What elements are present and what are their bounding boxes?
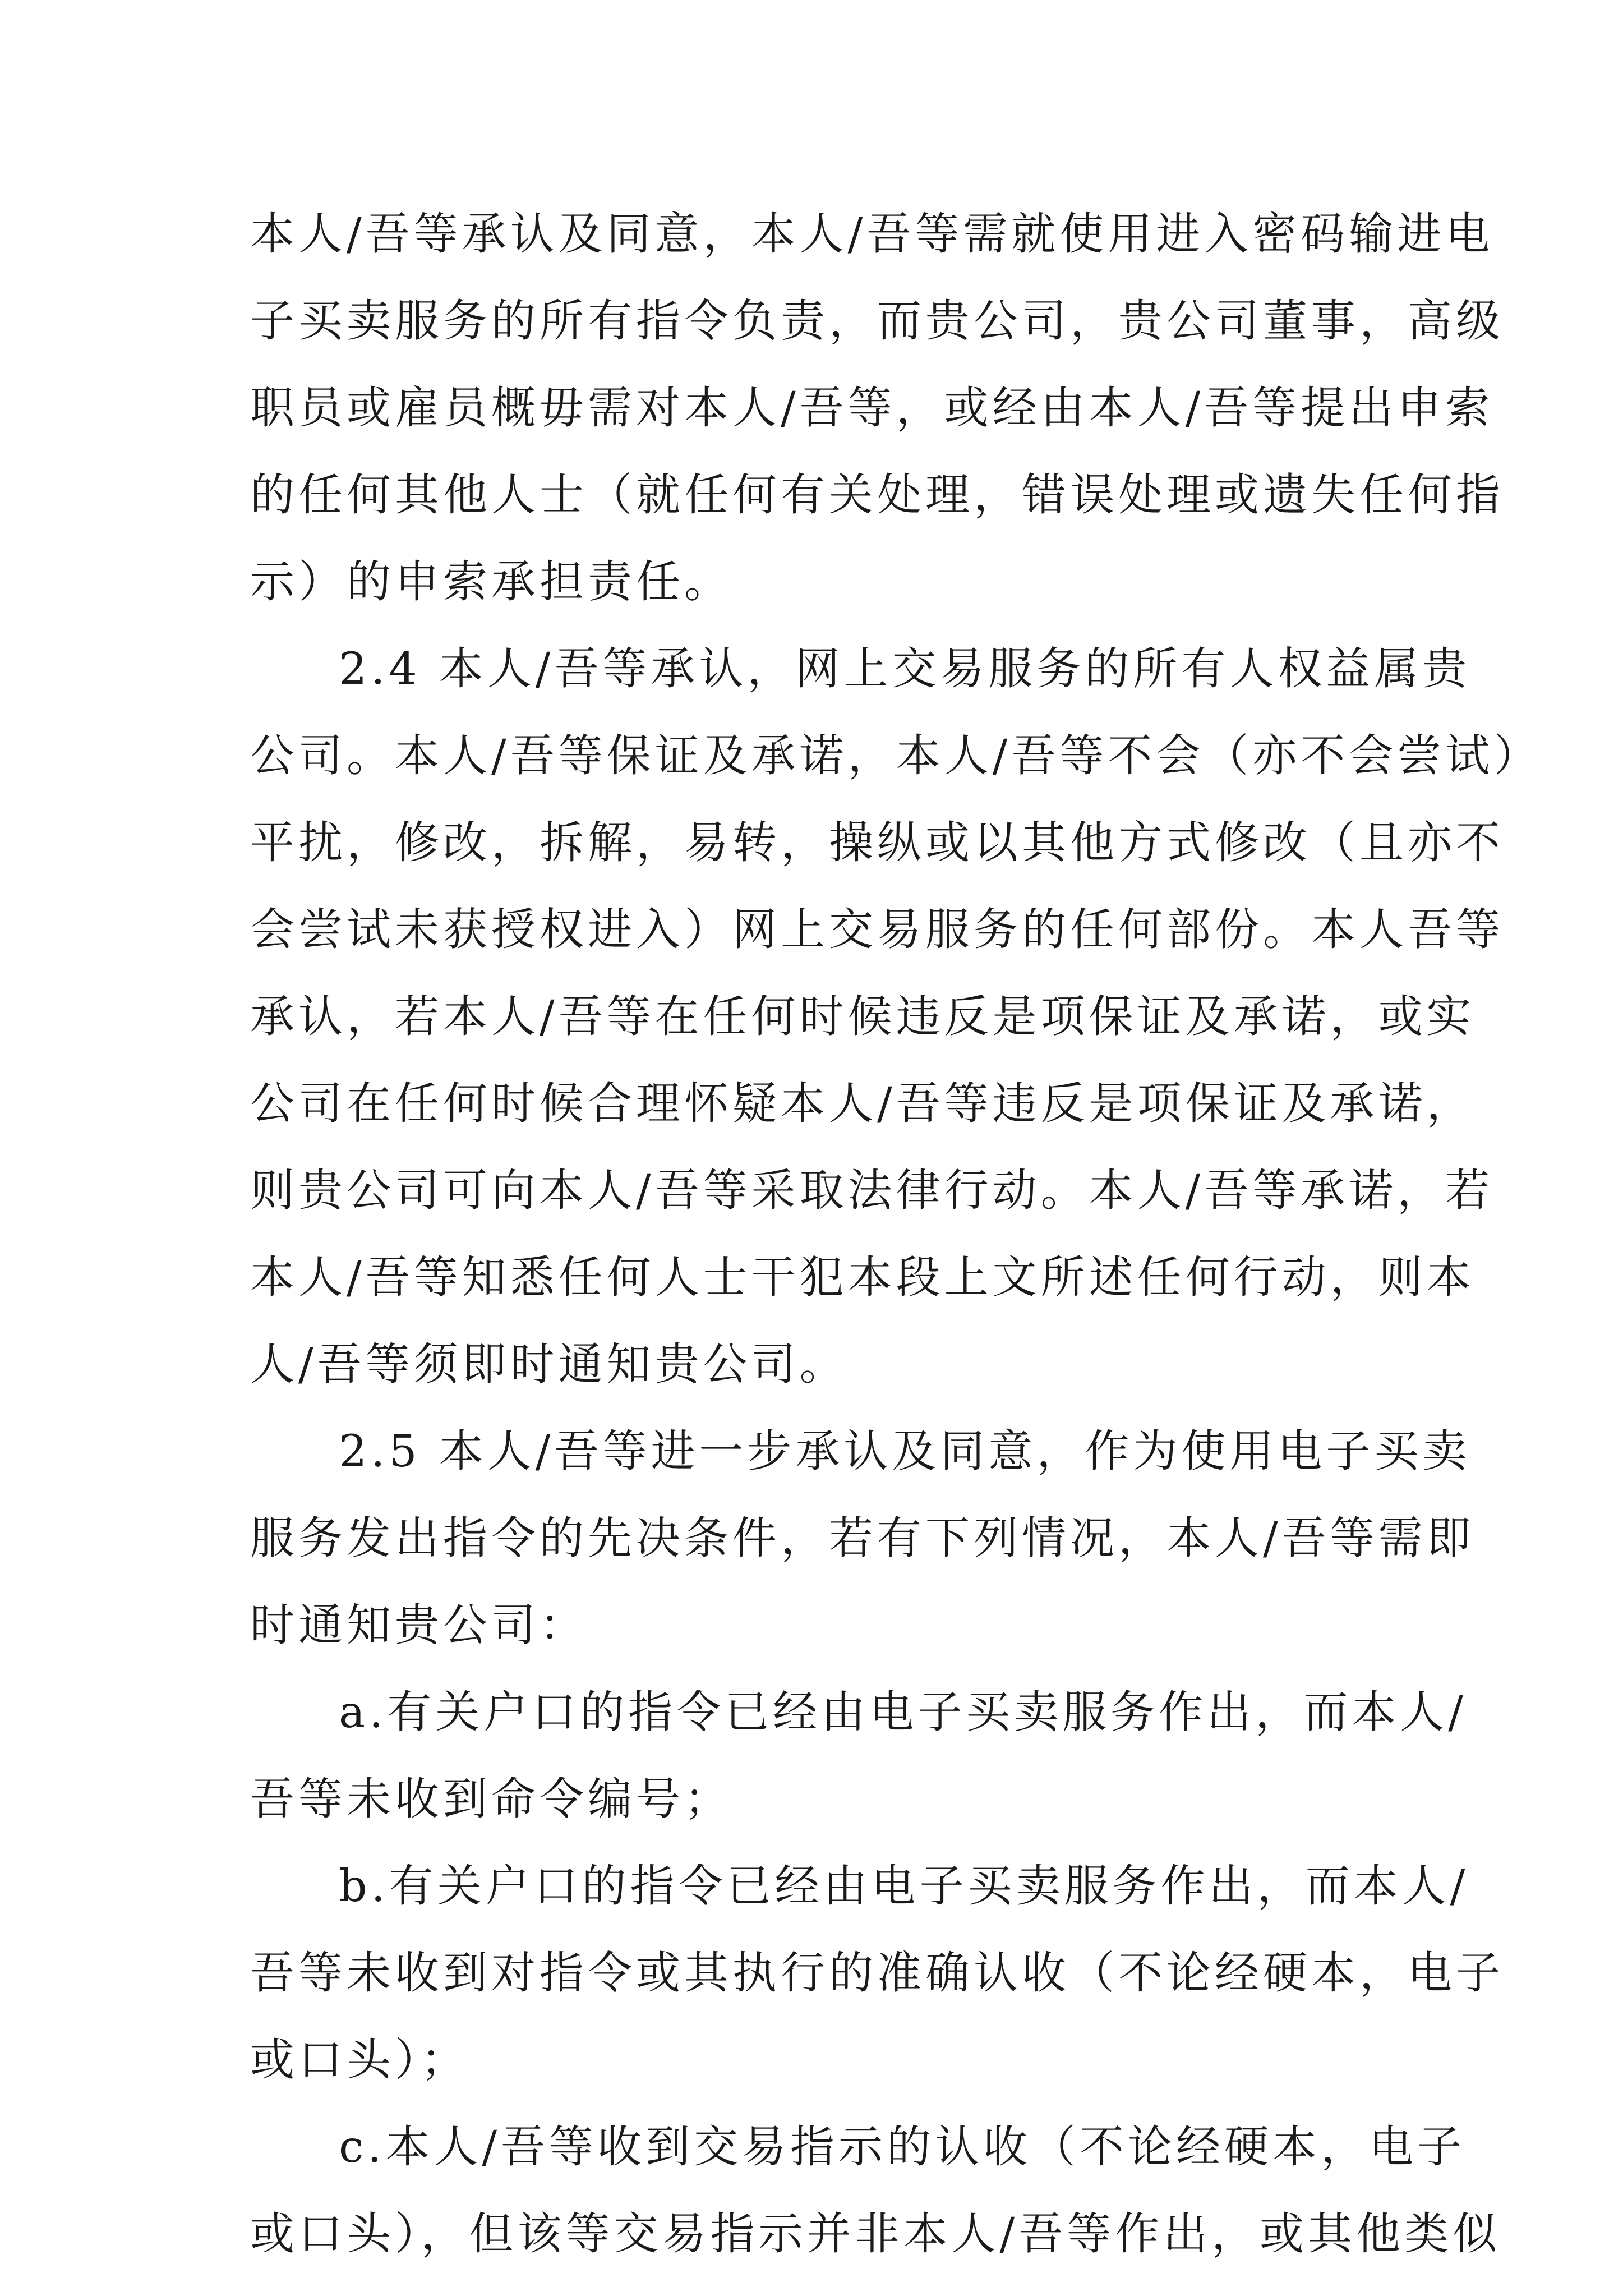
text-line: 公司。本人/吾等保证及承诺，本人/吾等不会（亦不会尝试） bbox=[250, 730, 1542, 781]
text-line: 子买卖服务的所有指令负责，而贵公司，贵公司董事，高级 bbox=[250, 295, 1504, 347]
text-line: 吾等未收到对指令或其执行的准确认收（不论经硬本，电子 bbox=[250, 1947, 1504, 1999]
list-item-c: c.本人/吾等收到交易指示的认收（不论经硬本，电子 bbox=[339, 2121, 1465, 2173]
text-line: 或口头）； bbox=[250, 2034, 469, 2086]
text-line: 本人/吾等承认及同意，本人/吾等需就使用进入密码输进电 bbox=[250, 208, 1494, 260]
text-line: 本人/吾等知悉任何人士干犯本段上文所述任何行动，则本 bbox=[250, 1251, 1475, 1303]
text-line: 则贵公司可向本人/吾等采取法律行动。本人/吾等承诺，若 bbox=[250, 1165, 1494, 1216]
paragraph-2-5-start: 2.5 本人/吾等进一步承认及同意，作为使用电子买卖 bbox=[339, 1425, 1471, 1477]
text-line: 平扰，修改，拆解，易转，操纵或以其他方式修改（且亦不 bbox=[250, 817, 1504, 868]
text-line: 职员或雇员概毋需对本人/吾等，或经由本人/吾等提出申索 bbox=[250, 382, 1494, 434]
text-line: 人/吾等须即时通知贵公司。 bbox=[250, 1338, 848, 1390]
text-line: 吾等未收到命令编号； bbox=[250, 1773, 732, 1825]
text-line: 时通知贵公司： bbox=[250, 1599, 588, 1651]
text-line: 会尝试未获授权进入）网上交易服务的任何部份。本人吾等 bbox=[250, 904, 1504, 955]
paragraph-2-4-start: 2.4 本人/吾等承认，网上交易服务的所有人权益属贵 bbox=[339, 643, 1471, 694]
text-line: 示）的申索承担责任。 bbox=[250, 556, 732, 608]
text-line: 的任何其他人士（就任何有关处理，错误处理或遗失任何指 bbox=[250, 469, 1504, 521]
text-line: 承认，若本人/吾等在任何时候违反是项保证及承诺，或实 bbox=[250, 991, 1475, 1042]
text-line: 公司在任何时候合理怀疑本人/吾等违反是项保证及承诺， bbox=[250, 1078, 1475, 1129]
text-line: 服务发出指令的先决条件，若有下列情况，本人/吾等需即 bbox=[250, 1512, 1475, 1564]
text-line: 或口头），但该等交易指示并非本人/吾等作出，或其他类似 bbox=[250, 2208, 1501, 2260]
list-item-a: a.有关户口的指令已经由电子买卖服务作出，而本人/ bbox=[339, 1686, 1467, 1738]
list-item-b: b.有关户口的指令已经由电子买卖服务作出，而本人/ bbox=[339, 1860, 1469, 1912]
document-body bbox=[250, 191, 1542, 2277]
